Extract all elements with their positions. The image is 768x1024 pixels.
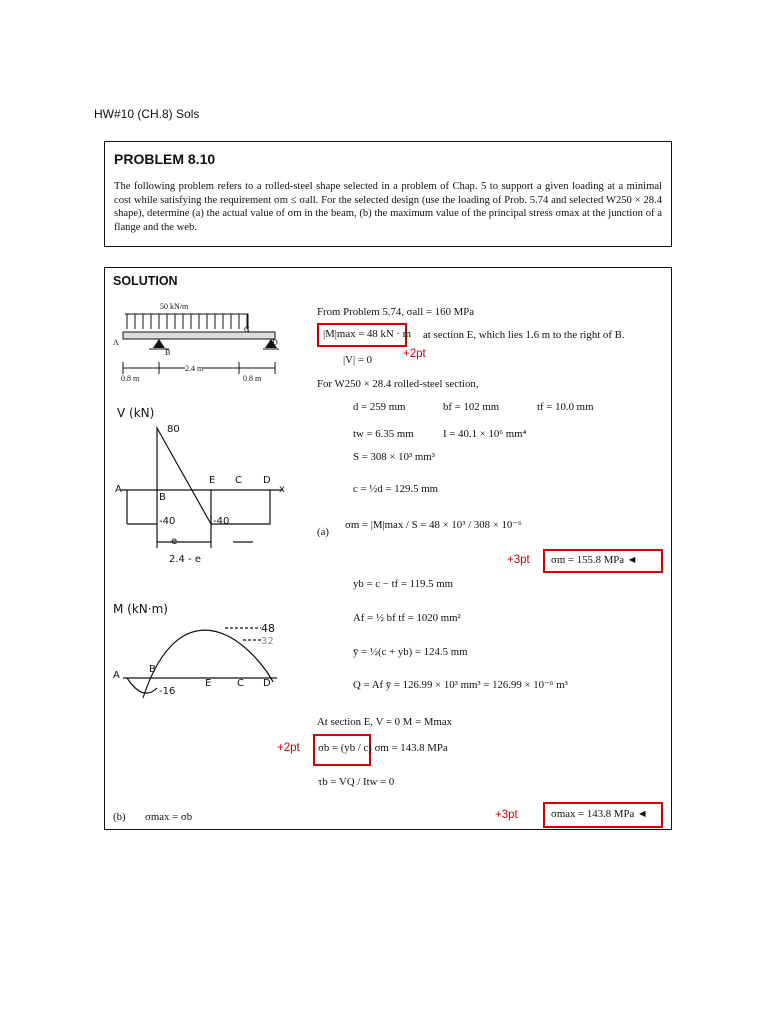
eq-c: c = ½d = 129.5 mm	[353, 483, 439, 495]
shear-label-E: E	[209, 475, 216, 486]
moment-label-A: A	[113, 670, 120, 681]
solution-box	[104, 267, 672, 830]
moment-48: 48	[261, 622, 275, 635]
problem-box	[104, 141, 672, 247]
shear-label-B: B	[159, 492, 166, 503]
points-annotation-2: +3pt	[507, 554, 530, 566]
beam-label-A: A	[113, 338, 119, 347]
moment-label-B: B	[149, 664, 156, 675]
eq-sigma-max: σmax = σb	[145, 811, 193, 823]
answer-sigma-max: σmax = 143.8 MPa ◄	[551, 808, 648, 820]
at-section-E: At section E, V = 0 M = Mmax	[317, 716, 453, 728]
shear-label-e: e	[171, 536, 178, 547]
moment-label-C: C	[237, 678, 244, 689]
eq-sigma-m: σm = |M|max / S = 48 × 10³ / 308 × 10⁻⁶	[345, 519, 522, 531]
shear-80: 80	[167, 424, 180, 435]
load-label: 50 kN/m	[160, 302, 189, 311]
points-annotation-4: +3pt	[495, 809, 518, 821]
eq-Q: Q = Af ȳ = 126.99 × 10³ mm³ = 126.99 × 10⁻⁶ m³	[353, 679, 568, 691]
shear-label-C: C	[235, 475, 242, 486]
from-problem-line: From Problem 5.74, σall = 160 MPa	[317, 306, 475, 318]
mmax-eq: |M|max = 48 kN · m	[323, 328, 412, 340]
shear-title: V (kN)	[117, 406, 155, 420]
problem-statement: The following problem refers to a rolled-steel shape selected in a problem of Chap. 5 to support a given loading at a minimal cost while satisfying the requirement σm ≤ σall. For the selected design (use the loading of Prob. 5.74 and selected W250 × 28.4 shape), determine (a) the actual value of σm in the beam, (b) the maximum value of the principal stress σmax at the junction of a flange and the web.	[114, 181, 662, 233]
answer-sigma-m: σm = 155.8 MPa ◄	[551, 554, 638, 566]
eq-bf: bf = 102 mm	[443, 401, 500, 413]
beam-diagram	[113, 302, 288, 390]
dim-0.8-left: 0.8 m	[121, 374, 140, 383]
eq-d: d = 259 mm	[353, 401, 406, 413]
mmax-location: at section E, which lies 1.6 m to the right of B.	[423, 329, 625, 341]
beam-label-D: D	[272, 338, 278, 347]
shear-label-2.4-e: 2.4 - e	[169, 554, 202, 565]
moment-label-D: D	[263, 678, 271, 689]
part-a-label: (a)	[317, 526, 329, 538]
shear-label-A: A	[115, 484, 122, 495]
beam-label-B: B	[165, 348, 171, 357]
problem-title: PROBLEM 8.10	[114, 151, 216, 167]
shear-label-D: D	[263, 475, 271, 486]
eq-I: I = 40.1 × 10⁶ mm⁴	[443, 428, 527, 440]
eq-tw: tw = 6.35 mm	[353, 428, 414, 440]
eq-ybar: ȳ = ½(c + yb) = 124.5 mm	[353, 646, 468, 658]
dim-2.4: 2.4 m	[185, 364, 204, 373]
eq-sigma-b: σb = (yb / c) σm = 143.8 MPa	[318, 742, 448, 754]
solution-title: SOLUTION	[113, 274, 178, 288]
v-zero: |V| = 0	[343, 354, 373, 366]
shear-diagram	[113, 420, 293, 560]
eq-tf: tf = 10.0 mm	[537, 401, 594, 413]
eq-Af: Af = ½ bf tf = 1020 mm²	[353, 612, 461, 624]
moment-title: M (kN·m)	[113, 602, 168, 616]
page-header: HW#10 (CH.8) Sols	[94, 107, 200, 121]
shear-neg40-b: -40	[213, 516, 230, 527]
eq-tau-b: τb = VQ / Itw = 0	[318, 776, 395, 788]
shear-label-x: x	[279, 484, 285, 495]
moment-neg16: -16	[159, 686, 176, 697]
points-annotation-3: +2pt	[277, 742, 300, 754]
moment-32: 32	[261, 636, 274, 647]
eq-yb: yb = c − tf = 119.5 mm	[353, 578, 454, 590]
dim-0.8-right: 0.8 m	[243, 374, 262, 383]
beam-label-C: C	[244, 325, 250, 334]
shear-neg40-a: -40	[159, 516, 176, 527]
moment-label-E: E	[205, 678, 212, 689]
eq-S: S = 308 × 10³ mm³	[353, 451, 435, 463]
points-annotation-1: +2pt	[403, 348, 426, 360]
part-b-label: (b)	[113, 811, 126, 823]
section-line: For W250 × 28.4 rolled-steel section,	[317, 378, 479, 390]
distributed-load-arrows	[127, 314, 247, 329]
